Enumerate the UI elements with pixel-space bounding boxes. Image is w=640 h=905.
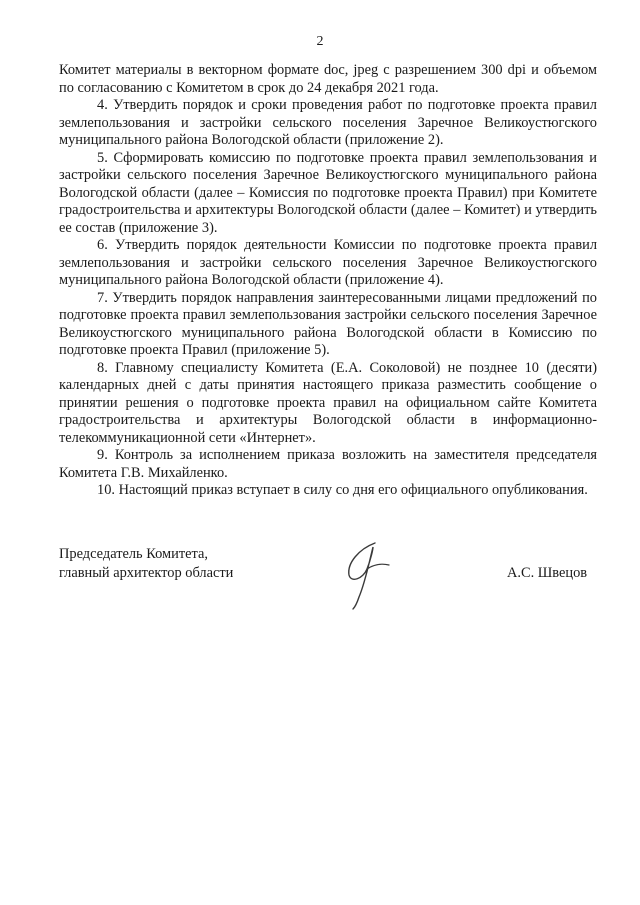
paragraph-item-9: 9. Контроль за исполнением приказа возложить на заместителя председателя Комитета Г.В. Михайленко. [59,447,597,481]
paragraph-item-5: 5. Сформировать комиссию по подготовке проекта правил землепользования и застройки сельского поселения Заречное Великоустюгского муниципального района Вологодской области (далее – Комиссия по подготовке проекта Правил) при Комитете градостроительства и архитектуры Вологодской области (далее – Комитет) и утвердить ее состав (приложение 3). [59,149,597,236]
signature-block [59,545,619,615]
paragraph-item-8: 8. Главному специалисту Комитета (Е.А. Соколовой) не позднее 10 (десяти) календарных дней с даты принятия настоящего приказа разместить сообщение о принятии решения о подготовке проекта правил на официальном сайте Комитета градостроительства и архитектуры Вологодской области в информационно-телекоммуникационной сети «Интернет». [59,359,597,446]
signatory-title-line-2: главный архитектор области [59,565,234,581]
page-number: 2 [316,34,324,49]
paragraph-continuation: Комитет материалы в векторном формате doc, jpeg с разрешением 300 dpi и объемом по согласованию с Комитетом в срок до 24 декабря 2021 года. [59,62,597,96]
paragraph-item-10: 10. Настоящий приказ вступает в силу со дня его официального опубликования. [97,482,588,498]
signatory-title [59,545,233,583]
signatory-name: А.С. Швецов [507,565,588,581]
paragraph-item-4: 4. Утвердить порядок и сроки проведения работ по подготовке проекта правил землепользования и застройки сельского поселения Заречное Великоустюгского муниципального района Вологодской области (приложение 2). [59,97,597,148]
document-body [59,62,597,500]
handwritten-signature [329,539,399,611]
signatory-title-line-1: Председатель Комитета, [59,546,208,562]
paragraph-item-7: 7. Утвердить порядок направления заинтересованными лицами предложений по подготовке проекта правил землепользования застройки сельского поселения Заречное Великоустюгского муниципального района Вологодской области в Комиссию по подготовке проекта Правил (приложение 5). [59,289,597,358]
paragraph-item-6: 6. Утвердить порядок деятельности Комиссии по подготовке проекта правил землепользования и застройки сельского поселения Заречное Великоустюгского муниципального района Вологодской области (приложение 4). [59,237,597,288]
